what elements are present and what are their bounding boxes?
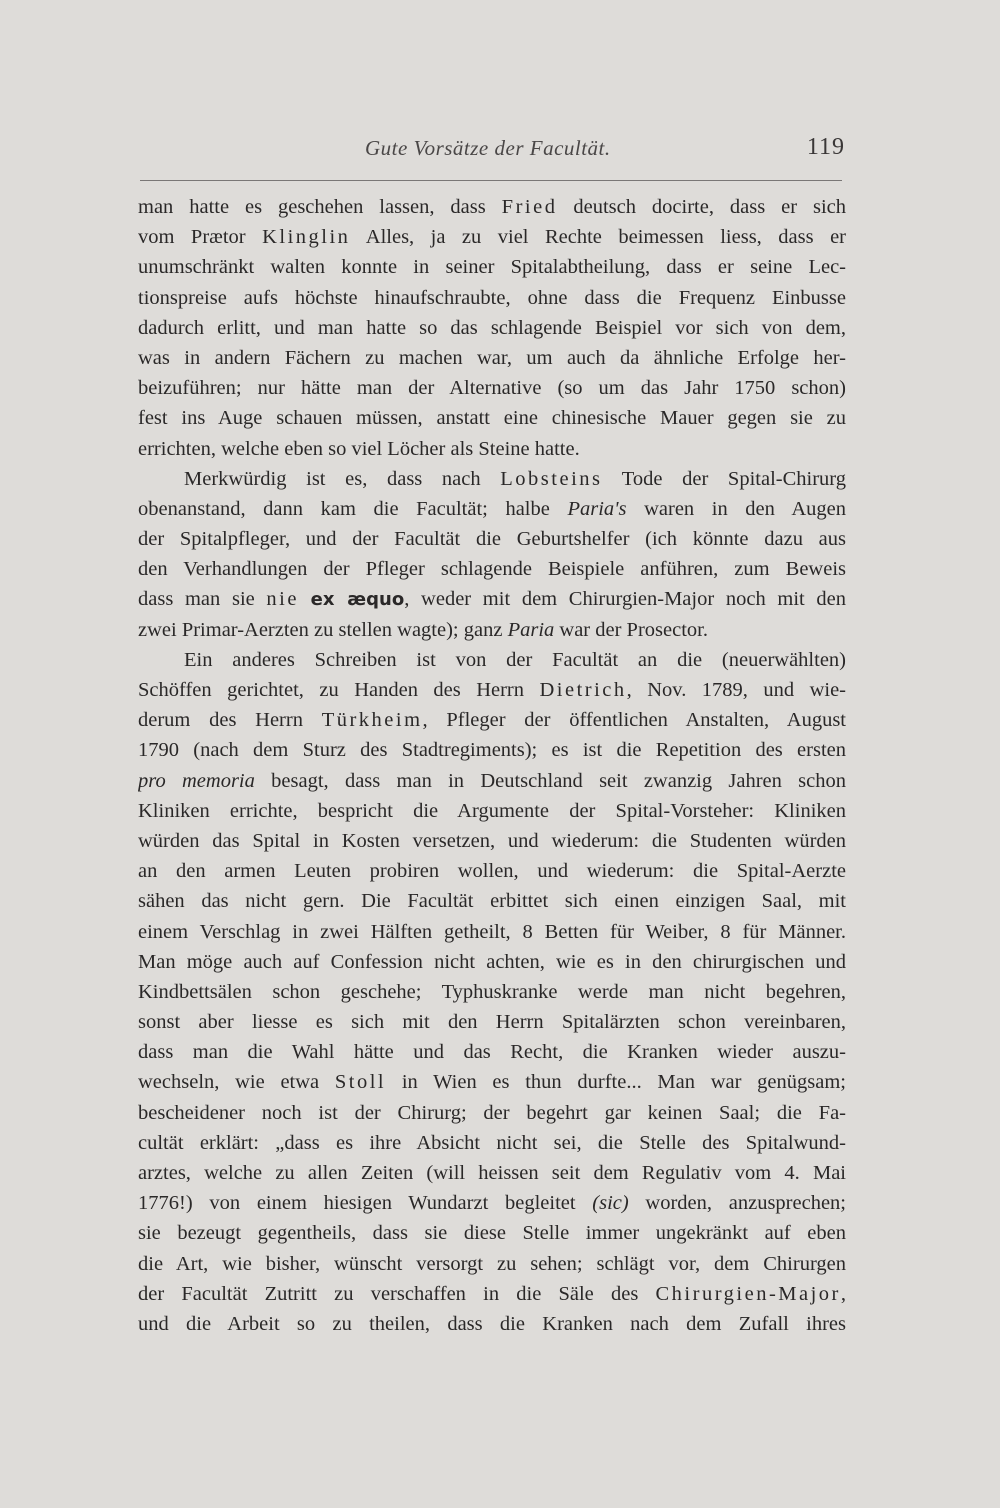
page-number: 119 [806,134,845,160]
text-line: würden das Spital in Kosten versetzen, und wiederum: die Studenten würden [138,829,846,852]
text-line: sonst aber liesse es sich mit den Herrn Spitalärzten schon vereinbaren, [138,1011,846,1034]
text-line: fest ins Auge schauen müssen, anstatt eine chinesische Mauer gegen sie zu [138,407,846,430]
text-line: der Facultät Zutritt zu verschaffen in die Säle des Chirurgien-Major, [138,1282,846,1305]
text-line: Kliniken errichte, bespricht die Argumente der Spital-Vorsteher: Kliniken [138,799,846,822]
text-line: derum des Herrn Türkheim, Pfleger der öffentlichen Anstalten, August [138,709,846,732]
text-line: unumschränkt walten konnte in seiner Spitalabtheilung, dass er seine Lec- [138,256,846,279]
text-line: 1776!) von einem hiesigen Wundarzt begleitet (sic) worden, anzusprechen; [138,1192,846,1215]
text-line: zwei Primar-Aerzten zu stellen wagte); ganz Paria war der Prosector. [138,618,708,641]
text-line: beizuführen; nur hätte man der Alternative (so um das Jahr 1750 schon) [138,377,846,400]
text-line: was in andern Fächern zu machen war, um auch da ähnliche Erfolge her- [138,346,846,369]
text-line: pro memoria besagt, dass man in Deutschland seit zwanzig Jahren schon [138,769,846,792]
text-line: 1790 (nach dem Sturz des Stadtregiments); es ist die Repetition des ersten [138,739,846,762]
body-text [138,192,846,1339]
text-line: arztes, welche zu allen Zeiten (will heissen seit dem Regulativ vom 4. Mai [138,1162,846,1184]
header-rule [140,180,842,181]
text-line: und die Arbeit so zu theilen, dass die Kranken nach dem Zufall ihres [138,1312,846,1335]
text-line: bescheidener noch ist der Chirurg; der begehrt gar keinen Saal; die Fa- [138,1101,846,1124]
text-line: sie bezeugt gegentheils, dass sie diese Stelle immer ungekränkt auf eben [138,1222,846,1245]
text-line: die Art, wie bisher, wünscht versorgt zu sehen; schlägt vor, dem Chirurgen [138,1252,846,1275]
running-head [140,132,845,166]
text-line: obenanstand, dann kam die Facultät; halbe Paria's waren in den Augen [138,497,846,520]
text-line: den Verhandlungen der Pfleger schlagende Beispiele anführen, zum Beweis [138,558,846,581]
text-line: man hatte es geschehen lassen, dass Fried deutsch docirte, dass er sich [138,196,846,218]
text-line: dadurch erlitt, und man hatte so das schlagende Beispiel vor sich von dem, [138,316,846,339]
text-line: Ein anderes Schreiben ist von der Facultät an die (neuerwählten) [184,648,846,671]
text-line: errichten, welche eben so viel Löcher als Steine hatte. [138,437,580,460]
text-line: Schöffen gerichtet, zu Handen des Herrn Dietrich, Nov. 1789, und wie- [138,679,846,701]
text-line: tionspreise aufs höchste hinaufschraubte, ohne dass die Frequenz Einbusse [138,286,846,309]
text-line: cultät erklärt: „dass es ihre Absicht nicht sei, die Stelle des Spitalwund- [138,1131,846,1154]
text-line: Merkwürdig ist es, dass nach Lobsteins Tode der Spital-Chirurg [184,467,846,490]
text-line: an den armen Leuten probiren wollen, und wiederum: die Spital-Aerzte [138,860,846,883]
text-line: vom Prætor Klinglin Alles, ja zu viel Rechte beimessen liess, dass er [138,226,846,249]
text-line: Man möge auch auf Confession nicht achten, wie es in den chirurgischen und [138,950,846,973]
running-title: Gute Vorsätze der Facultät. [365,136,611,160]
text-line: der Spitalpfleger, und der Facultät die Geburtshelfer (ich könnte dazu aus [138,528,846,551]
text-line: wechseln, wie etwa Stoll in Wien es thun durfte... Man war genügsam; [138,1071,846,1094]
text-line: dass man die Wahl hätte und das Recht, die Kranken wieder auszu- [138,1041,846,1064]
text-line: dass man sie nie ex æquo, weder mit dem Chirurgien-Major noch mit den [138,588,846,611]
text-line: sähen das nicht gern. Die Facultät erbittet sich einen einzigen Saal, mit [138,890,846,913]
text-line: einem Verschlag in zwei Hälften getheilt, 8 Betten für Weiber, 8 für Männer. [138,920,846,943]
text-line: Kindbettsälen schon geschehe; Typhuskranke werde man nicht begehren, [138,980,846,1003]
